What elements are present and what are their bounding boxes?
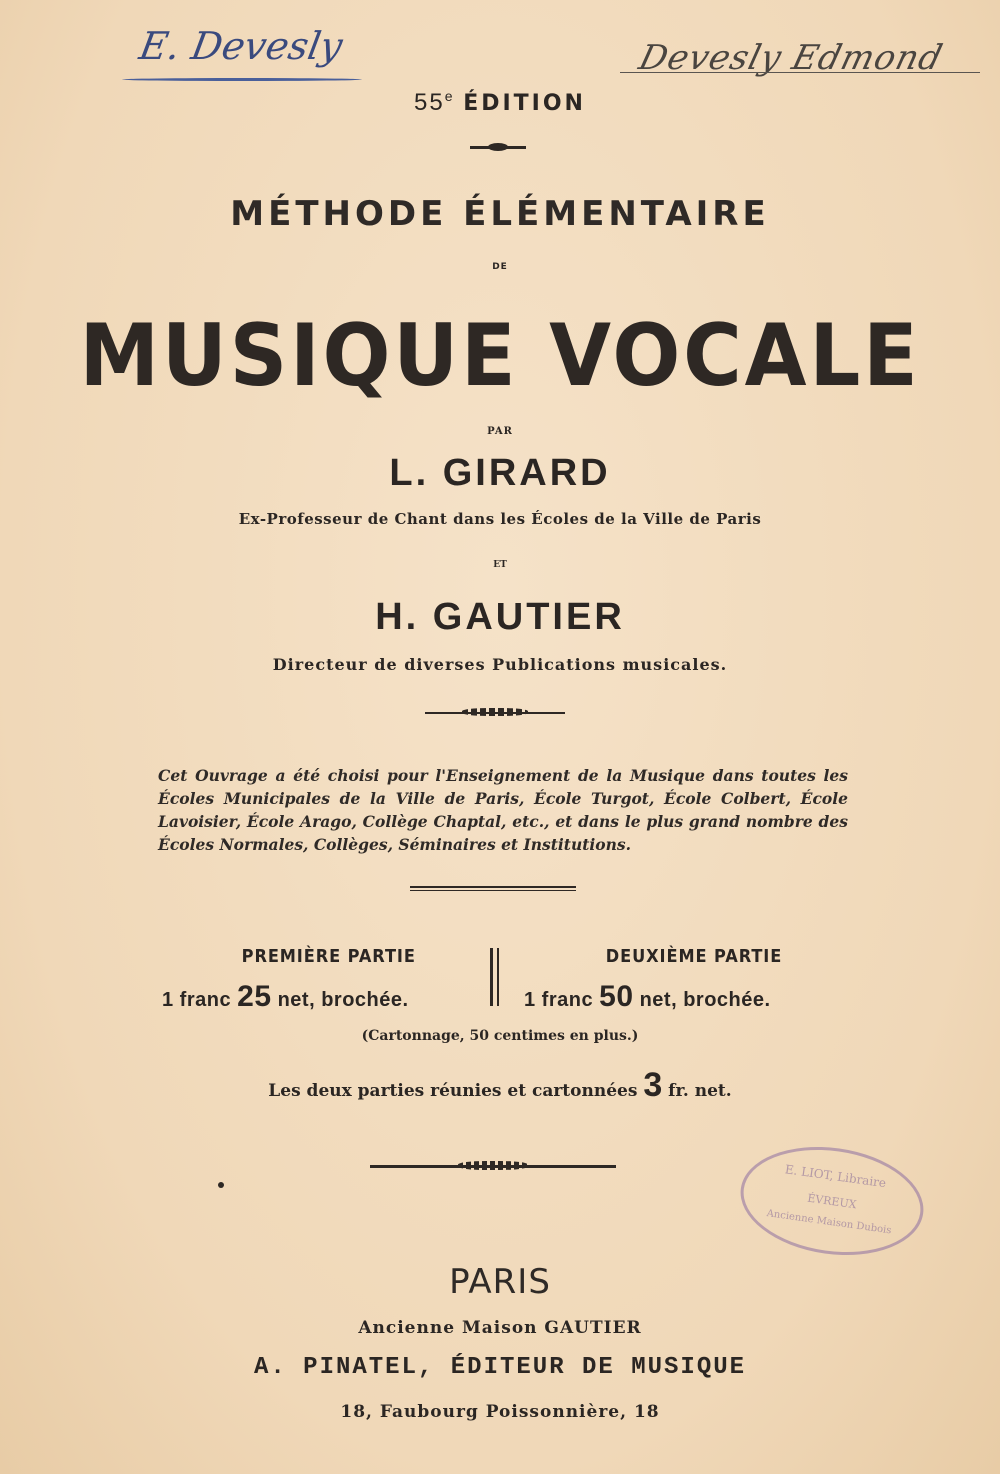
edition-word: ÉDITION: [463, 91, 586, 116]
part2-price: [524, 980, 771, 1014]
description-paragraph: Cet Ouvrage a été choisi pour l'Enseignement de la Musique dans toutes les Écoles Municipales de la Ville de Paris, École Turgot, École Colbert, École Lavoisier, École Arago, Collège Chaptal, etc., et dans le plus grand nombre des Écoles Normales, Collèges, Séminaires et Institutions.: [158, 766, 848, 854]
publisher-name: A. PINATEL, ÉDITEUR DE MUSIQUE: [253, 1354, 747, 1381]
part1-title: PREMIÈRE PARTIE: [241, 946, 416, 967]
handwritten-signature-left: E. Devesly: [136, 24, 346, 68]
edition-number: 55: [414, 89, 445, 116]
stamp-line1: E. LIOT, Libraire: [784, 1162, 887, 1191]
author-girard: L. GIRARD: [389, 452, 611, 494]
ink-speck: [218, 1182, 224, 1188]
by-label: PAR: [487, 426, 513, 437]
signature-underline: [122, 78, 362, 81]
author-gautier-desc: Directeur de diverses Publications musicales.: [272, 655, 728, 674]
part1-price-big: 25: [237, 980, 272, 1013]
part2-price-prefix: 1 franc: [524, 989, 600, 1011]
part1-price: [162, 980, 409, 1014]
column-divider: [490, 948, 493, 1006]
double-rule: [410, 886, 576, 888]
edition-suffix: e: [444, 88, 455, 104]
part2-price-big: 50: [599, 980, 634, 1013]
main-title: MUSIQUE VOCALE: [79, 306, 921, 406]
ornament-center: [462, 708, 528, 716]
author-gautier: H. GAUTIER: [375, 596, 625, 638]
double-rule-lower: [410, 890, 576, 891]
edition-line: [0, 88, 1000, 117]
ornament-center: [488, 143, 508, 151]
stamp-line2: ÉVREUX: [806, 1191, 858, 1212]
part1-price-prefix: 1 franc: [162, 989, 238, 1011]
publisher-city: PARIS: [449, 1262, 551, 1302]
part2-title: DEUXIÈME PARTIE: [605, 946, 783, 967]
part1-price-suffix: net, brochée.: [271, 989, 409, 1011]
cartonnage-note: (Cartonnage, 50 centimes en plus.): [361, 1028, 639, 1044]
and-label: ET: [493, 560, 507, 570]
handwritten-signature-right: Devesly Edmond: [635, 38, 948, 78]
combined-big: 3: [643, 1066, 663, 1104]
signature-underline-right: [620, 72, 980, 73]
stamp-line3: Ancienne Maison Dubois: [765, 1208, 893, 1237]
combined-price: [0, 1066, 1000, 1105]
title-line1: MÉTHODE ÉLÉMENTAIRE: [230, 194, 770, 234]
ornament-center: [458, 1161, 528, 1170]
author-girard-desc: Ex-Professeur de Chant dans les Écoles de la Ville de Paris: [238, 510, 762, 528]
combined-suffix: fr. net.: [662, 1081, 732, 1101]
column-divider: [497, 948, 499, 1006]
combined-prefix: Les deux parties réunies et cartonnées: [268, 1081, 644, 1101]
bookseller-stamp: [734, 1136, 931, 1267]
title-connector: DE: [492, 262, 508, 272]
part2-price-suffix: net, brochée.: [633, 989, 771, 1011]
publisher-former-house: Ancienne Maison GAUTIER: [358, 1318, 642, 1338]
publisher-address: 18, Faubourg Poissonnière, 18: [340, 1402, 660, 1422]
